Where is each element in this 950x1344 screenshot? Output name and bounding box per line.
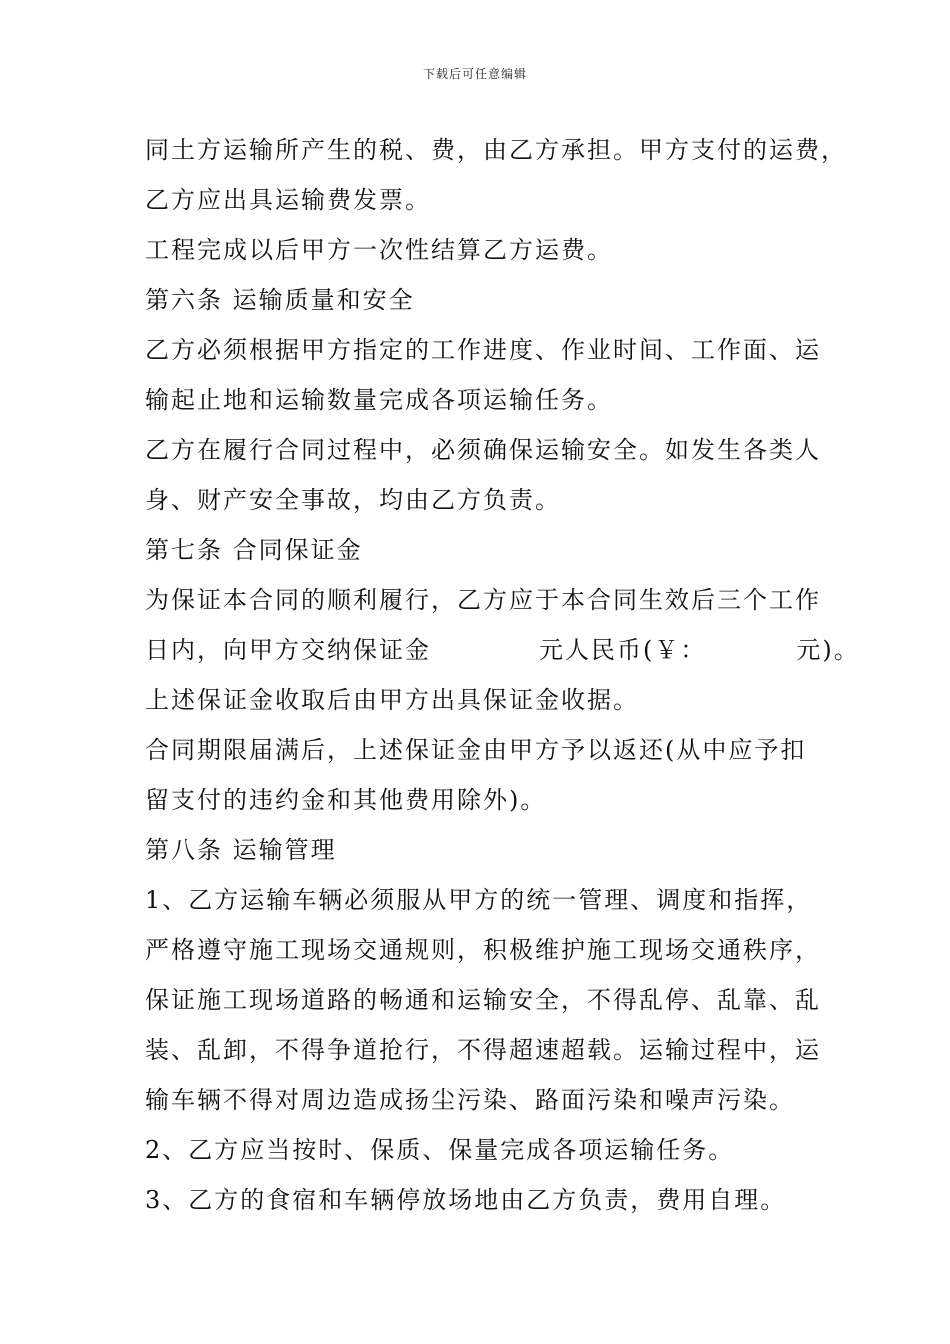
section-heading-7: 第七条 合同保证金 [145,536,363,564]
paragraph-line: 留支付的违约金和其他费用除外)。 [145,786,547,814]
paragraph-line: 3、乙方的食宿和车辆停放场地由乙方负责，费用自理。 [145,1186,787,1214]
paragraph-line: 乙方在履行合同过程中，必须确保运输安全。如发生各类人 [145,436,821,464]
paragraph-line: 同土方运输所产生的税、费，由乙方承担。甲方支付的运费， [145,136,847,164]
document-body [145,125,860,1225]
paragraph-line: 上述保证金收取后由甲方出具保证金收据。 [145,686,639,714]
section-heading-8: 第八条 运输管理 [145,836,337,864]
paragraph-line: 1、乙方运输车辆必须服从甲方的统一管理、调度和指挥， [145,886,813,914]
paragraph-line: 输起止地和运输数量完成各项运输任务。 [145,386,613,414]
paragraph-line: 工程完成以后甲方一次性结算乙方运费。 [145,236,613,264]
paragraph-line: 合同期限届满后，上述保证金由甲方予以返还(从中应予扣 [145,736,807,764]
deposit-text-part3: 元)。 [796,636,860,664]
paragraph-line: 乙方应出具运输费发票。 [145,186,431,214]
deposit-text-part2: 元人民币(￥： [539,636,707,664]
deposit-text-part1: 日内，向甲方交纳保证金 [145,636,431,664]
section-heading-6: 第六条 运输质量和安全 [145,286,415,314]
paragraph-line: 严格遵守施工现场交通规则，积极维护施工现场交通秩序， [145,936,821,964]
paragraph-line: 乙方必须根据甲方指定的工作进度、作业时间、工作面、运 [145,336,821,364]
paragraph-line: 装、乱卸，不得争道抢行，不得超速超载。运输过程中，运 [145,1036,821,1064]
page-header: 下载后可任意编辑 [422,67,527,81]
paragraph-line: 2、乙方应当按时、保质、保量完成各项运输任务。 [145,1136,735,1164]
paragraph-line: 输车辆不得对周边造成扬尘污染、路面污染和噪声污染。 [145,1086,795,1114]
paragraph-line: 身、财产安全事故，均由乙方负责。 [145,486,561,514]
paragraph-line: 为保证本合同的顺利履行，乙方应于本合同生效后三个工作 [145,586,821,614]
deposit-amount-line [145,625,860,675]
paragraph-line: 保证施工现场道路的畅通和运输安全，不得乱停、乱靠、乱 [145,986,821,1014]
